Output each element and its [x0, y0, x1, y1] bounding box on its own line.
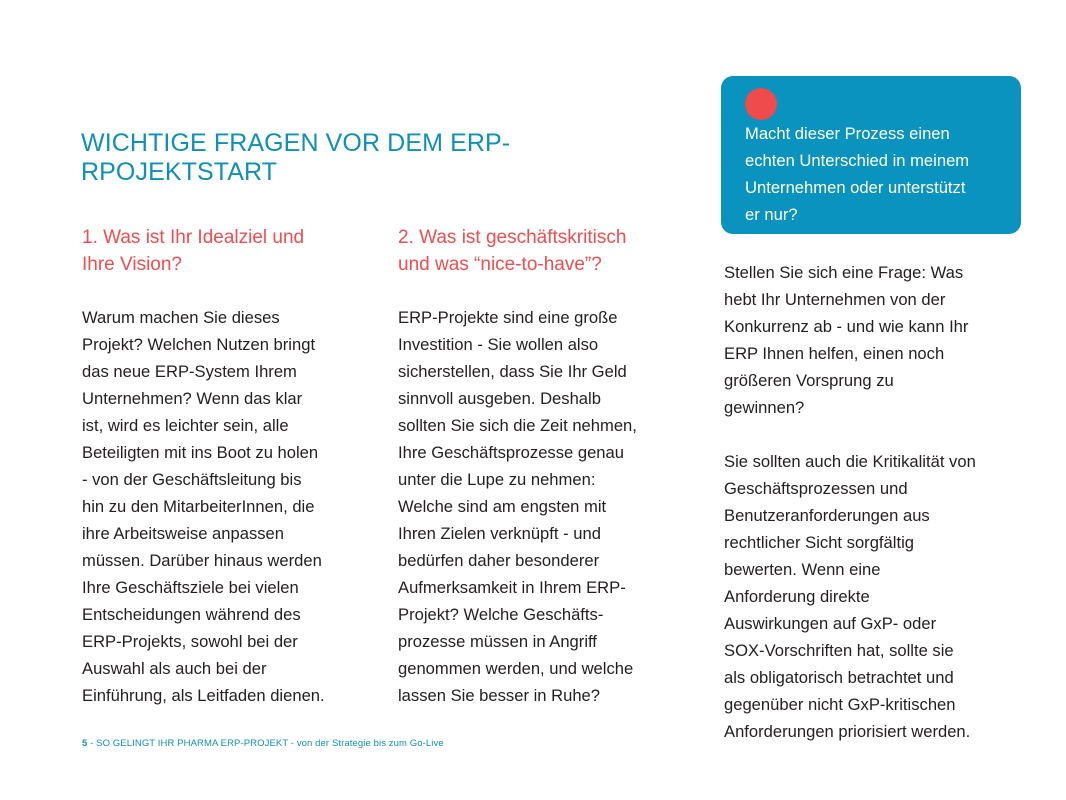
body-line: ist, wird es leichter sein, alle: [82, 416, 289, 435]
body-line: sollten Sie sich die Zeit nehmen,: [398, 416, 637, 435]
body-line: ERP-Projekte sind eine große: [398, 308, 618, 327]
body-line: als obligatorisch betrachtet und: [724, 668, 954, 687]
question-column-2: [398, 224, 688, 709]
body-line: ihre Arbeitsweise anpassen: [82, 524, 285, 543]
body-line: gewinnen?: [724, 398, 805, 417]
page-footer: [82, 738, 444, 749]
body-line: sicherstellen, dass Sie Ihr Geld: [398, 362, 627, 381]
question-heading: [82, 224, 372, 278]
body-line: Ihre Geschäftsprozesse genau: [398, 443, 624, 462]
body-line: Beteiligten mit ins Boot zu holen: [82, 443, 319, 462]
sidebar-column: [724, 259, 1024, 745]
question-heading: [398, 224, 688, 278]
body-line: Unternehmen? Wenn das klar: [82, 389, 303, 408]
body-line: gegenüber nicht GxP-kritischen: [724, 695, 956, 714]
body-line: genommen werden, und welche: [398, 659, 634, 678]
body-line: Aufmerksamkeit in Ihrem ERP-: [398, 578, 626, 597]
body-line: Investition - Sie wollen also: [398, 335, 599, 354]
callout-line: echten Unterschied in meinem: [745, 151, 970, 170]
body-line: Konkurrenz ab - und wie kann Ihr: [724, 317, 969, 336]
question-column-1: [82, 224, 372, 709]
body-line: Einführung, als Leitfaden dienen.: [82, 686, 325, 705]
question-body: [82, 304, 372, 709]
body-line: hebt Ihr Unternehmen von der: [724, 290, 946, 309]
body-line: Entscheidungen während des: [82, 605, 301, 624]
body-line: Warum machen Sie dieses: [82, 308, 280, 327]
body-line: Ihren Zielen verknüpft - und: [398, 524, 601, 543]
body-line: ERP-Projekts, sowohl bei der: [82, 632, 298, 651]
body-line: Stellen Sie sich eine Frage: Was: [724, 263, 964, 282]
body-line: Projekt? Welche Geschäfts-: [398, 605, 604, 624]
page-number: 5: [82, 738, 88, 749]
sidebar-paragraph: [724, 259, 1024, 421]
sidebar-paragraph: [724, 448, 1024, 745]
body-line: das neue ERP-System Ihrem: [82, 362, 297, 381]
footer-text: SO GELINGT IHR PHARMA ERP-PROJEKT - von der Strategie bis zum Go-Live: [96, 738, 444, 749]
heading-line: und was “nice-to-have”?: [398, 254, 602, 275]
body-line: müssen. Darüber hinaus werden: [82, 551, 322, 570]
callout-box: [721, 76, 1021, 234]
body-line: Ihre Geschäftsziele bei vielen: [82, 578, 299, 597]
body-line: SOX-Vorschriften hat, sollte sie: [724, 641, 954, 660]
body-line: Benutzeranforderungen aus: [724, 506, 930, 525]
question-body: [398, 304, 688, 709]
body-line: rechtlicher Sicht sorgfältig: [724, 533, 914, 552]
callout-line: Unternehmen oder unterstützt: [745, 178, 966, 197]
body-line: - von der Geschäftsleitung bis: [82, 470, 302, 489]
body-line: lassen Sie besser in Ruhe?: [398, 686, 601, 705]
body-line: Anforderung direkte: [724, 587, 870, 606]
body-line: bedürfen daher besonderer: [398, 551, 600, 570]
page-title-line: RPOJEKTSTART: [81, 158, 278, 186]
body-line: bewerten. Wenn eine: [724, 560, 881, 579]
heading-line: 1. Was ist Ihr Idealziel und: [82, 227, 305, 248]
red-dot-icon: [745, 88, 777, 120]
body-line: Sie sollten auch die Kritikalität von: [724, 452, 976, 471]
body-line: prozesse müssen in Angriff: [398, 632, 597, 651]
footer-separator: -: [87, 738, 97, 749]
body-line: Auswirkungen auf GxP- oder: [724, 614, 937, 633]
body-line: Projekt? Welchen Nutzen bringt: [82, 335, 316, 354]
callout-text: [745, 120, 997, 228]
body-line: Anforderungen priorisiert werden.: [724, 722, 971, 741]
heading-line: 2. Was ist geschäftskritisch: [398, 227, 627, 248]
body-line: ERP Ihnen helfen, einen noch: [724, 344, 945, 363]
body-line: Geschäftsprozessen und: [724, 479, 908, 498]
callout-line: Macht dieser Prozess einen: [745, 124, 950, 143]
callout-line: er nur?: [745, 205, 798, 224]
body-line: größeren Vorsprung zu: [724, 371, 894, 390]
body-line: unter die Lupe zu nehmen:: [398, 470, 596, 489]
body-line: sinnvoll ausgeben. Deshalb: [398, 389, 601, 408]
body-line: Auswahl als auch bei der: [82, 659, 267, 678]
body-line: Welche sind am engsten mit: [398, 497, 607, 516]
body-line: hin zu den MitarbeiterInnen, die: [82, 497, 315, 516]
page-title-line: WICHTIGE FRAGEN VOR DEM ERP-: [81, 129, 511, 157]
page-title: [81, 129, 581, 187]
heading-line: Ihre Vision?: [82, 254, 182, 275]
